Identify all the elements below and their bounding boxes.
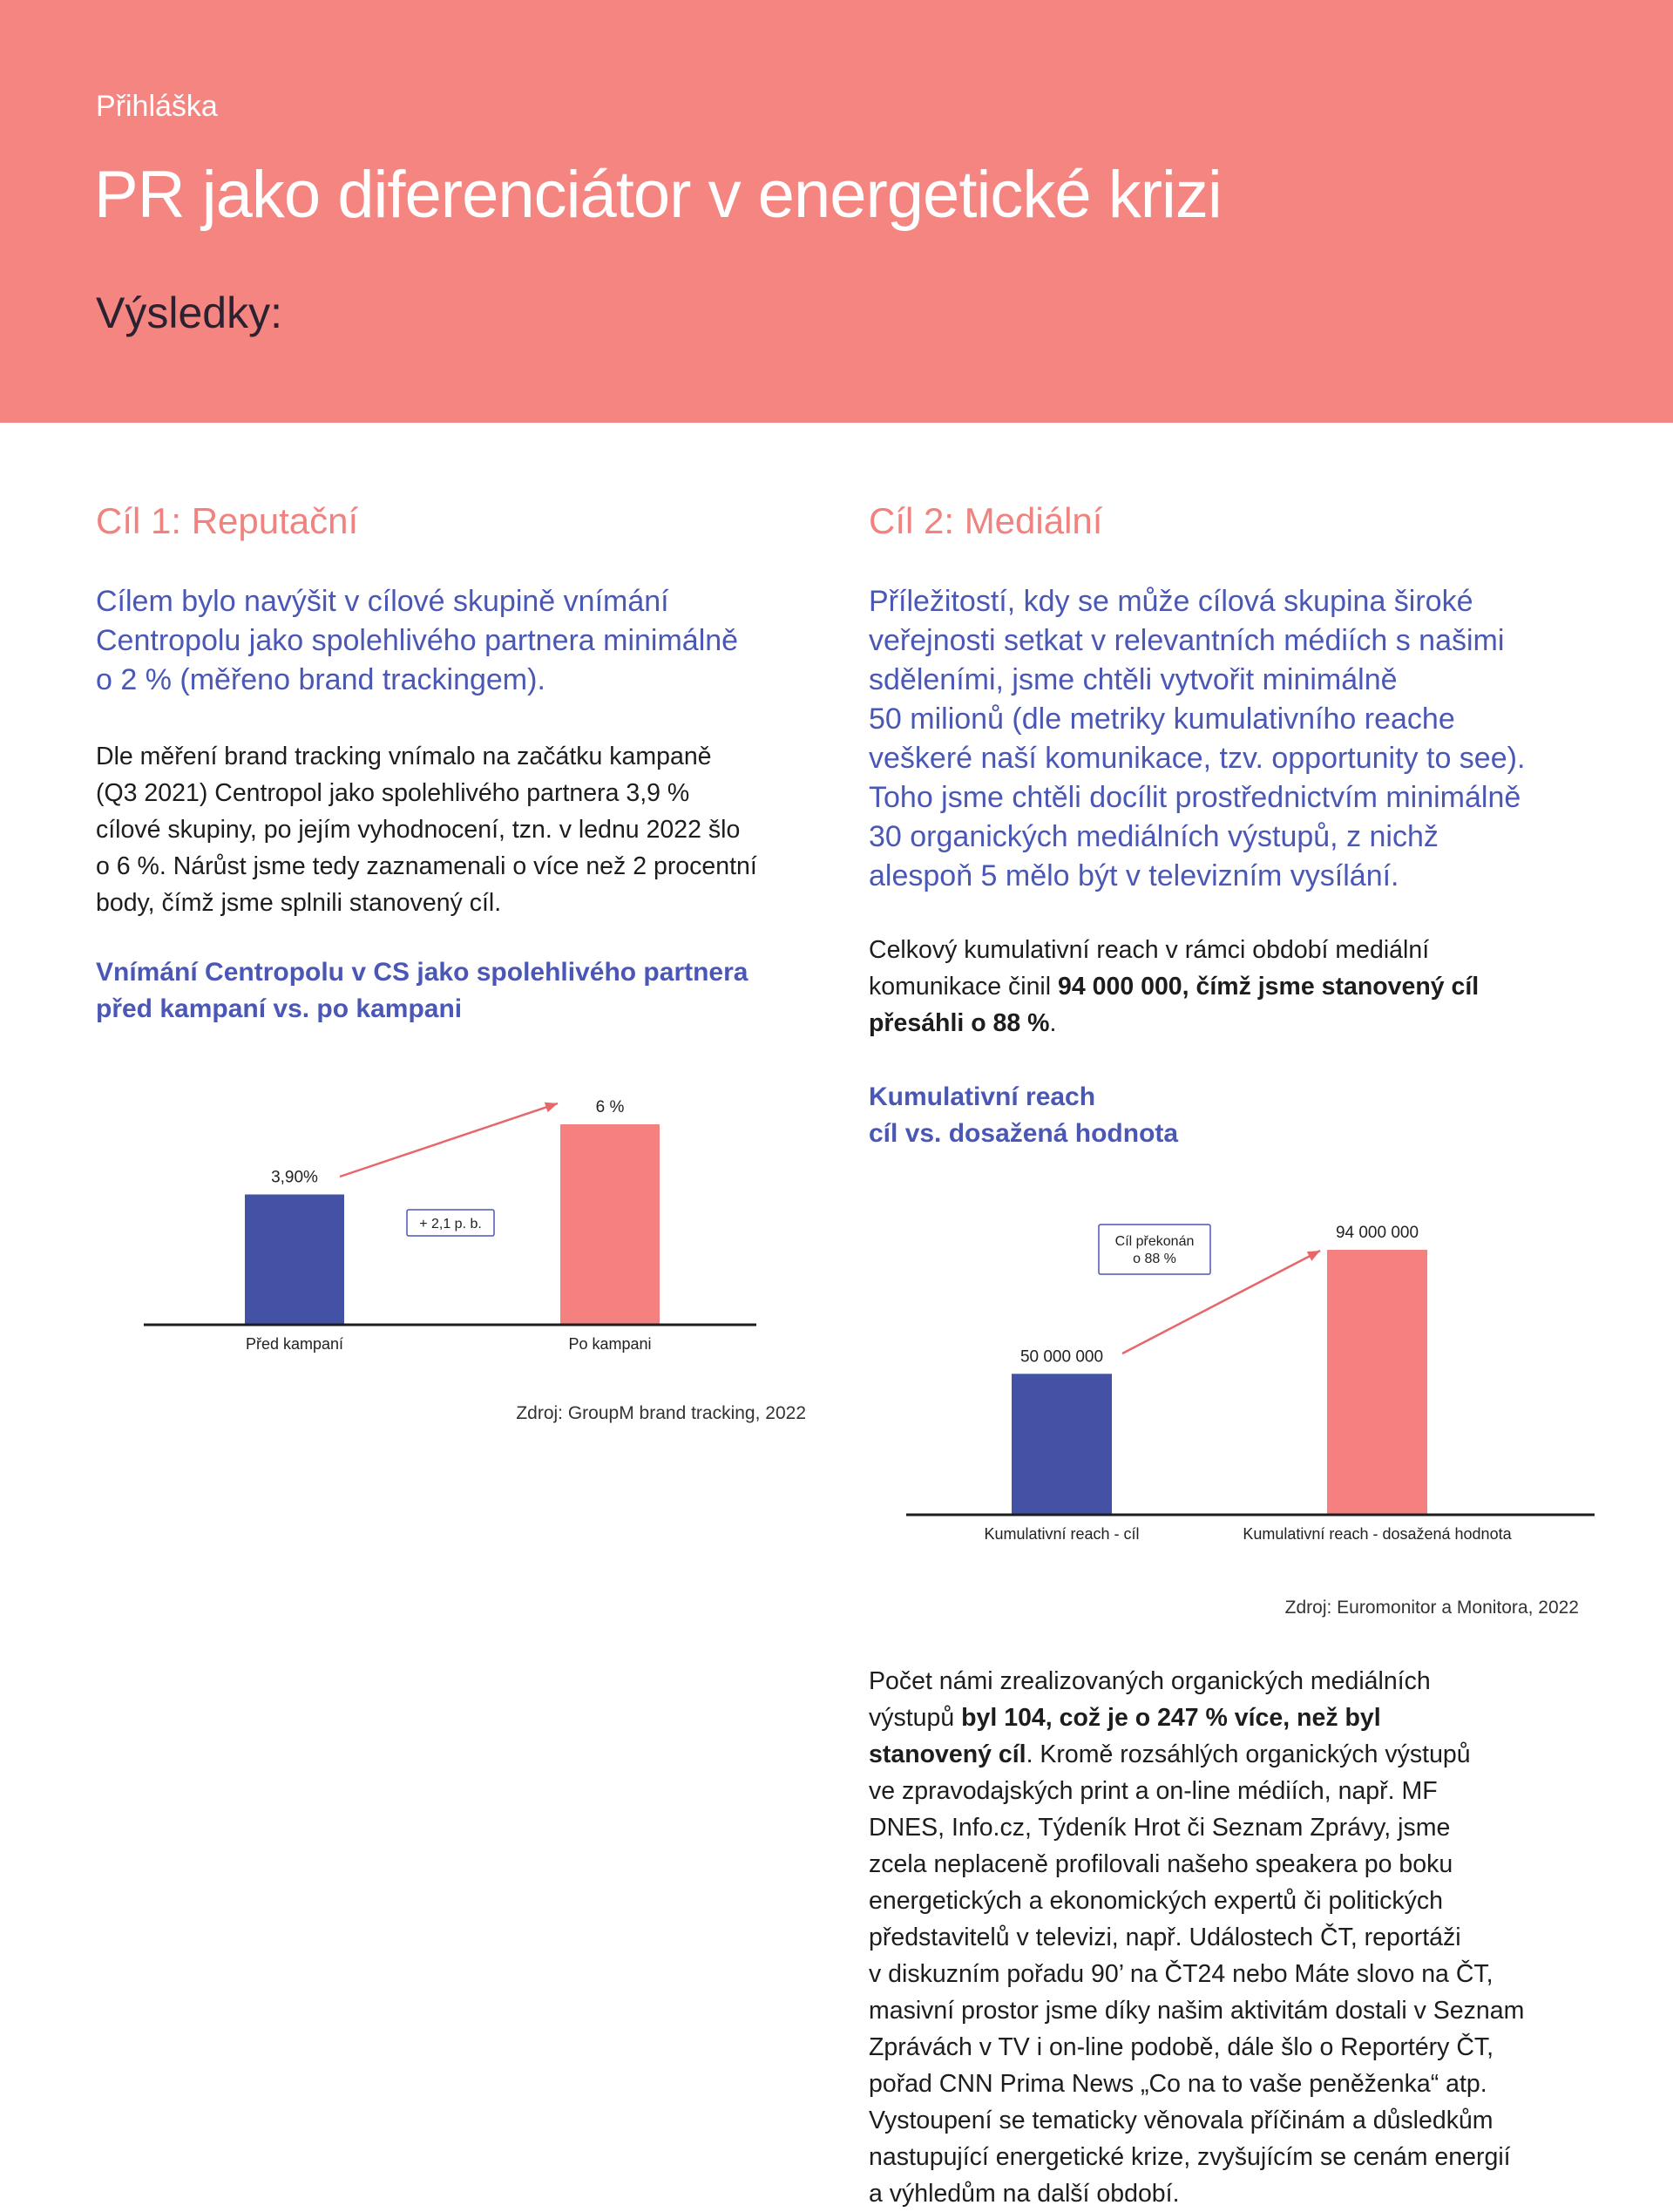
goal1-body: Dle měření brand tracking vnímalo na začátku kampaně (Q3 2021) Centropol jako spolehlivého partnera 3,9 % cílové skupiny, po jejím vyhodnocení, tzn. v lednu 2022 šlo o 6 %. Nárůst jsme tedy zaznamenali o více než 2 procentní body, čímž jsme splnili stanovený cíl.: [96, 743, 757, 917]
chart-reach: [902, 1207, 1599, 1556]
chart-perception: [139, 1072, 767, 1360]
data-label-1: 3,90%: [271, 1168, 318, 1187]
bar-1: [245, 1195, 344, 1326]
category-label-2: Kumulativní reach - dosažená hodnota: [1243, 1525, 1512, 1543]
category-label-2: Po kampani: [568, 1335, 652, 1353]
header-banner: [0, 0, 1673, 423]
goal2-reach-text: Celkový kumulativní reach v rámci období mediální komunikace činil 94 000 000, čímž jsme stanovený cíl přesáhli o 88 %.: [869, 936, 1480, 1037]
bar-1: [1012, 1374, 1112, 1515]
page-title: PR jako diferenciátor v energetické krizi: [94, 158, 1222, 232]
goal2-heading: Cíl 2: Mediální: [869, 500, 1103, 541]
goal2-source: Zdroj: Euromonitor a Monitora, 2022: [1284, 1598, 1579, 1618]
trend-arrow-head: [545, 1103, 558, 1112]
goal2-outputs-text: Počet námi zrealizovaných organických mediálních výstupů byl 104, což je o 247 % více, než byl stanovený cíl. Kromě rozsáhlých organických výstupů ve zpravodajských print a on-line médiích, např. MF DNES, Info.cz, Týdeník Hrot či Seznam Zprávy, jsme zcela neplaceně profilovali našeho speakera po boku energetických a ekonomických expertů či politických představitelů v televizi, např. Událostech ČT, reportáži v diskuzním pořadu 90’ na ČT24 nebo Máte slovo na ČT, masivní prostor jsme díky našim aktivitám dostali v Seznam Zprávách v TV i on-line podobě, dále šlo o Reportéry ČT, pořad CNN Prima News „Co na to vaše peněženka“ atp. Vystoupení se tematicky věnovala příčinám a důsledkům nastupující energetické krize, zvyšujícím se cenám energií a výhledům na další období.: [869, 1667, 1525, 2208]
bar-2: [560, 1124, 660, 1325]
category-label-1: Před kampaní: [245, 1335, 344, 1353]
goal1-lead: Cílem bylo navýšit v cílové skupině vnímání Centropolu jako spolehlivého partnera minimálně o 2 % (měřeno brand trackingem).: [96, 585, 739, 696]
goal1-chart-title: Vnímání Centropolu v CS jako spolehlivého partnera před kampaní vs. po kampani: [96, 958, 748, 1023]
data-label-2: 6 %: [595, 1098, 625, 1116]
trend-arrow: [340, 1103, 558, 1177]
goal1-heading: Cíl 1: Reputační: [96, 500, 359, 541]
bar-2: [1327, 1250, 1427, 1515]
annotation-line-1: Cíl překonán: [1114, 1234, 1195, 1249]
goal1-source: Zdroj: GroupM brand tracking, 2022: [516, 1403, 806, 1423]
data-label-1: 50 000 000: [1019, 1347, 1104, 1367]
category-label-1: Kumulativní reach - cíl: [984, 1525, 1140, 1543]
annotation-line-2: o 88 %: [1133, 1252, 1176, 1266]
goal2-chart-title: Kumulativní reach cíl vs. dosažená hodnota: [869, 1082, 1179, 1148]
goal2-lead: Příležitostí, kdy se může cílová skupina široké veřejnosti setkat v relevantních médiích s našimi sděleními, jsme chtěli vytvořit minimálně 50 milionů (dle metriky kumulativního reache veškeré naší komunikace, tzv. opportunity to see). Toho jsme chtěli docílit prostřednictvím minimálně 30 organických mediálních výstupů, z nichž alespoň 5 mělo být v televizním vysílání.: [869, 585, 1526, 892]
annotation-box: [1099, 1225, 1210, 1274]
data-label-2: 94 000 000: [1335, 1224, 1419, 1242]
kicker: Přihláška: [96, 90, 218, 123]
results-heading: Výsledky:: [96, 288, 282, 337]
annotation-line-1: + 2,1 p. b.: [419, 1217, 482, 1232]
